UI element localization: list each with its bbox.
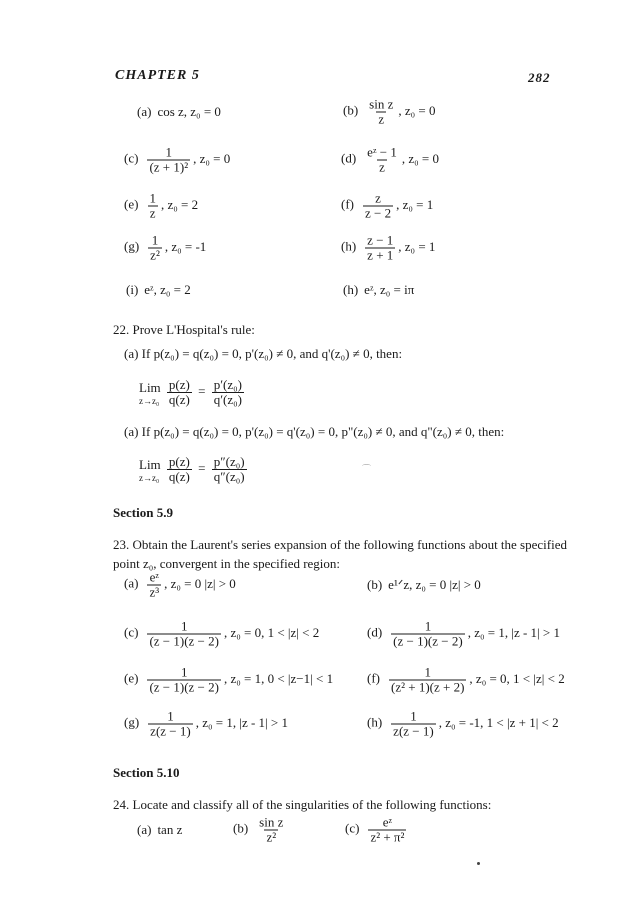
part-label: (b) [233,820,249,836]
denominator: z² [266,829,277,845]
exercise-part [137,104,221,120]
ratio-first-derivatives: $\frac{\text{p′(z₀)}}{\text{q′(z₀)}}$ [213,377,243,407]
part-condition: , z₀ = 0, 1 < |z| < 2 [469,670,565,686]
exercise-part [367,666,565,695]
part-label: (a) [137,822,152,837]
numerator: sin z [259,814,284,830]
exercise-part [343,282,414,298]
section-5-9-heading: Section 5.9 [113,505,173,520]
problem-22-stem: 22. Prove L'Hospital's rule: [113,322,255,337]
denominator: z [149,205,156,221]
part-label: (a) [124,575,139,591]
part-label: (a) [137,104,152,119]
limit-operator: Lim z→z₀ [139,456,161,483]
denominator: z(z − 1) [393,723,434,739]
part-label: (c) [124,150,139,166]
part-expression: eᶻ, z₀ = 2 [144,282,191,297]
fraction [257,816,285,845]
exercise-part [367,620,560,649]
scan-dot [477,862,480,865]
exercise-part [124,146,230,175]
fraction [365,234,395,263]
numerator: z [375,190,381,206]
part-condition: , z₀ = 0 [193,150,231,166]
part-condition: , z₀ = 1, |z - 1| > 1 [195,714,288,730]
problem-22a-condition: (a) If p(z₀) = q(z₀) = 0, p'(z₀) ≠ 0, and q'(z₀) ≠ 0, then: [124,346,403,361]
part-label: (f) [367,670,380,686]
numerator: 1 [410,708,417,724]
section-5-10-heading: Section 5.10 [113,765,180,780]
part-label: (h) [343,282,359,297]
numerator: 1 [151,232,159,248]
part-label: (h) [341,238,357,254]
denominator: z³ [149,584,160,600]
exercise-part [341,234,435,263]
ratio-second-derivatives: $\frac{\text{p″(z₀)}}{\text{q″(z₀)}}$ [213,454,245,484]
fraction [391,710,436,739]
denominator: (z² + 1)(z + 2) [391,679,465,695]
part-condition: , z₀ = 0 |z| > 0 [164,575,236,591]
exercise-part [233,816,288,845]
fraction [148,710,193,739]
numerator: 1 [180,664,188,680]
part-label: (c) [345,820,360,836]
fraction [389,666,466,695]
part-condition: , z₀ = -1, 1 < |z + 1| < 2 [438,714,559,730]
numerator: 1 [165,144,173,160]
fraction [367,98,395,127]
denominator: (z − 1)(z − 2) [393,633,463,649]
exercise-part [343,98,436,127]
numerator: eᶻ [149,569,159,585]
exercise-part [137,822,182,838]
exercise-part [124,620,319,649]
numerator: eᶻ [382,814,393,830]
part-label: (g) [124,714,140,730]
part-condition: , z₀ = -1 [164,238,207,254]
part-label: (f) [341,196,354,212]
fraction [147,146,190,175]
part-condition: , z₀ = 1 [396,196,434,212]
part-label: (i) [126,282,139,297]
page-number: 282 [528,70,551,85]
part-label: (d) [367,624,383,640]
problem-23-line-2: point z₀, convergent in the specified region: [113,556,341,571]
fraction [147,192,158,221]
numerator: 1 [180,618,188,634]
denominator: (z − 1)(z − 2) [149,633,219,649]
fraction [391,620,465,649]
denominator: z [378,111,385,127]
part-condition: , z₀ = 1, |z - 1| > 1 [467,624,560,640]
exercise-part [124,571,236,600]
fraction [368,816,406,845]
exercise-part [124,192,198,221]
numerator: 1 [149,190,156,206]
part-label: (c) [124,624,139,640]
part-label: (b) [367,577,383,592]
part-expression: tan z [157,822,183,837]
lhospital-first-order: Lim z→z₀ $\frac{p(z)}{q(z)}$ = $\frac{\text{p′(z₀)}}{\text{q′(z₀)}}$ [139,377,243,407]
exercise-part [124,710,288,739]
fraction [365,146,399,175]
numerator: 1 [424,618,432,634]
part-condition: , z₀ = 0, 1 < |z| < 2 [223,624,320,640]
numerator: eᶻ − 1 [367,144,397,160]
part-condition: , z₀ = 1 [398,238,436,254]
problem-22a-second-condition: (a) If p(z₀) = q(z₀) = 0, p'(z₀) = q'(z₀) = 0, p"(z₀) ≠ 0, and q"(z₀) ≠ 0, then: [124,424,505,439]
denominator: z + 1 [367,247,394,263]
fraction [147,571,161,600]
part-label: (h) [367,714,383,730]
numerator: 1 [424,664,431,680]
problem-24-stem: 24. Locate and classify all of the singularities of the following functions: [113,797,492,812]
part-condition: , z₀ = 0 [398,102,436,118]
lhospital-second-order: Lim z→z₀ $\frac{p(z)}{q(z)}$ = $\frac{\text{p″(z₀)}}{\text{q″(z₀)}}$ [139,454,245,484]
part-condition: , z₀ = 1, 0 < |z−1| < 1 [223,670,334,686]
part-condition: , z₀ = 0 [401,150,439,166]
part-condition: , z₀ = 2 [160,196,199,212]
denominator: z(z − 1) [150,723,191,739]
chapter-header: CHAPTER 5 [115,68,200,83]
fraction [147,620,221,649]
denominator: z² + π² [370,829,405,845]
fraction [148,234,162,263]
exercise-part [124,666,333,695]
exercise-part [367,577,481,593]
fraction [147,666,221,695]
scan-mark: ⌒ [362,464,372,474]
denominator: z [379,159,385,175]
denominator: (z − 1)(z − 2) [149,679,219,695]
ratio-p-over-q: $\frac{p(z)}{q(z)}$ [168,377,190,407]
exercise-part [341,192,433,221]
problem-23-line-1: 23. Obtain the Laurent's series expansion of the following functions about the specified [113,537,567,552]
fraction [363,192,393,221]
exercise-part [367,710,559,739]
exercise-part [126,282,191,298]
part-label: (g) [124,238,140,254]
part-expression: cos z, z₀ = 0 [157,104,221,119]
part-label: (e) [124,196,139,212]
numerator: sin z [369,96,394,112]
numerator: z − 1 [367,232,394,248]
part-expression: eᶻ, z₀ = iπ [364,282,415,297]
numerator: 1 [167,708,174,724]
exercise-part [124,234,206,263]
exercise-part [345,816,409,845]
limit-operator: Lim z→z₀ [139,379,161,406]
exercise-part [341,146,439,175]
part-expression: e¹ᐟz, z₀ = 0 |z| > 0 [388,577,481,592]
denominator: z − 2 [365,205,392,221]
ratio-p-over-q: $\frac{p(z)}{q(z)}$ [168,454,190,484]
part-label: (b) [343,102,359,118]
part-label: (d) [341,150,357,166]
denominator: (z + 1)² [149,159,189,175]
denominator: z² [150,247,160,263]
part-label: (e) [124,670,139,686]
